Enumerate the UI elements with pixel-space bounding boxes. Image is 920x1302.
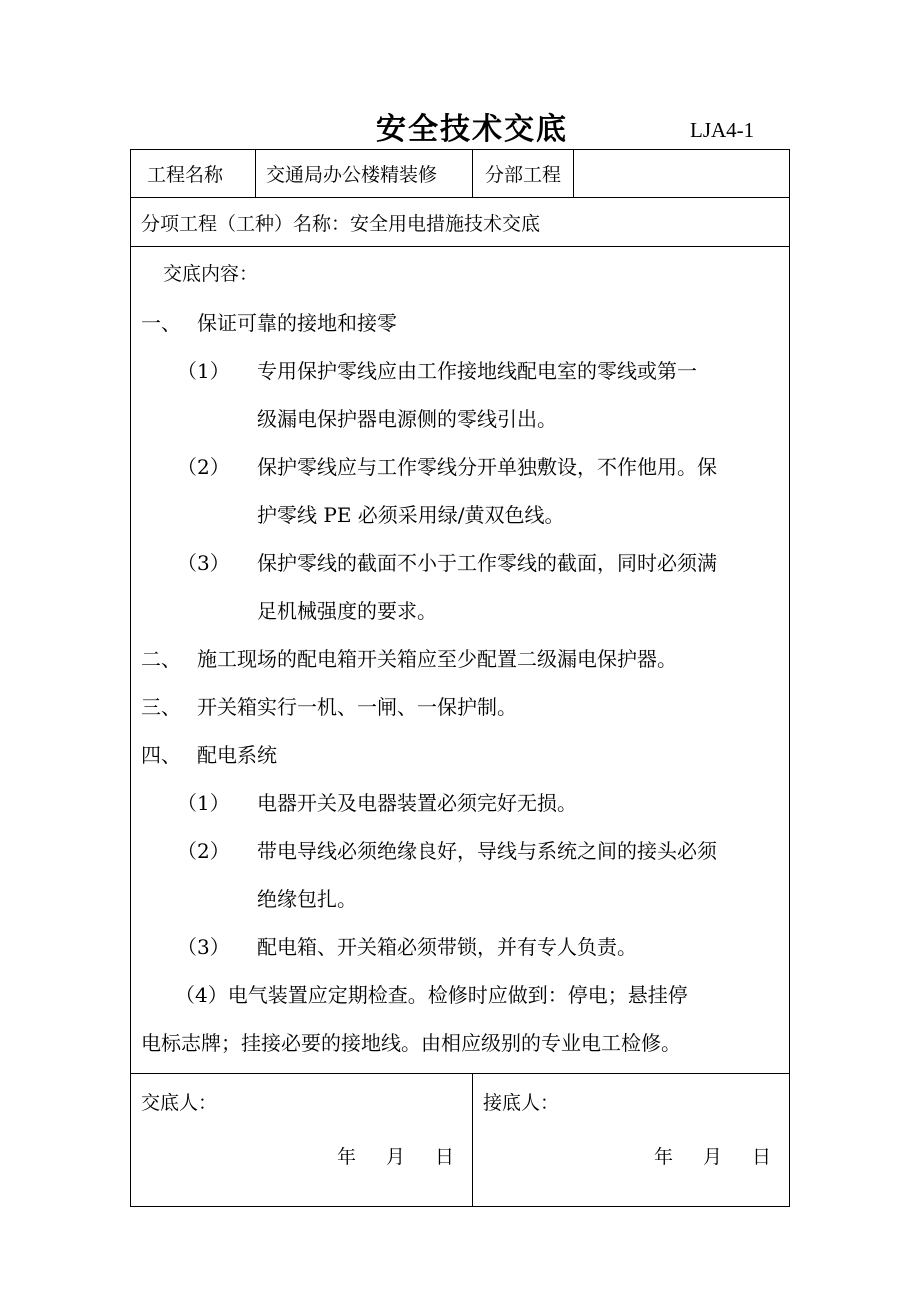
s1-item-2-line-2: 护零线 PE 必须采用绿/黄双色线。 [257,503,565,527]
title-bar [0,104,920,148]
section-2-text: 施工现场的配电箱开关箱应至少配置二级漏电保护器。 [197,647,677,671]
s1-item-2-number: （2） [177,455,230,479]
content-heading: 交底内容： [163,263,259,285]
s1-item-3-line-2: 足机械强度的要求。 [257,599,437,623]
section-3-number: 三、 [141,695,181,719]
sub-project-value-cell [574,150,790,198]
header-row [131,150,790,198]
s1-item-1-line-2: 级漏电保护器电源侧的零线引出。 [257,407,557,431]
disclosure-form [130,149,790,1207]
s4-item-2-number: （2） [177,839,230,863]
section-1-title: 保证可靠的接地和接零 [197,311,397,335]
page-title: 安全技术交底 [376,112,568,147]
receiver-cell [473,1074,790,1207]
giver-label: 交底人： [141,1092,218,1114]
giver-month: 月 [385,1146,405,1168]
project-name-value-cell [256,150,473,198]
content-cell [131,247,790,1074]
sub-project-label-cell [473,150,574,198]
s4-item-1-line-1: 电器开关及电器装置必须完好无损。 [257,791,577,815]
section-4-title: 配电系统 [197,743,277,767]
sub-project-value [574,163,590,185]
s4-item-4-line-2: 电标志牌；挂接必要的接地线。由相应级别的专业电工检修。 [141,1031,681,1055]
receiver-day: 日 [751,1146,771,1168]
receiver-year: 年 [653,1146,673,1168]
giver-cell [131,1074,473,1207]
receiver-date [624,1142,771,1169]
s1-item-1-line-1: 专用保护零线应由工作接地线配电室的零线或第一 [257,359,697,383]
project-name-label: 工程名称 [147,164,224,186]
s1-item-2-line-1: 保护零线应与工作零线分开单独敷设，不作他用。保 [257,455,717,479]
s4-item-2-line-2: 绝缘包扎。 [257,887,357,911]
s1-item-3-line-1: 保护零线的截面不小于工作零线的截面，同时必须满 [257,551,717,575]
s4-item-4-line-1: （4）电气装置应定期检查。检修时应做到：停电；悬挂停 [175,983,688,1007]
receiver-label: 接底人： [483,1092,560,1114]
signature-row [131,1074,790,1207]
sub-project-label: 分部工程 [485,164,562,186]
giver-date [307,1142,454,1169]
giver-year: 年 [336,1146,356,1168]
s1-item-3-number: （3） [177,551,230,575]
s4-item-2-line-1: 带电导线必须绝缘良好，导线与系统之间的接头必须 [257,839,717,863]
s4-item-3-line-1: 配电箱、开关箱必须带锁，并有专人负责。 [257,935,637,959]
project-name-value: 交通局办公楼精装修 [266,164,438,186]
content-row [131,247,790,1074]
s4-item-1-number: （1） [177,791,230,815]
section-2-number: 二、 [141,647,181,671]
s4-item-3-number: （3） [177,935,230,959]
project-name-label-cell [131,150,256,198]
form-code: LJA4-1 [690,118,755,142]
item-name-row [131,198,790,247]
giver-day: 日 [434,1146,454,1168]
s1-item-1-number: （1） [177,359,230,383]
section-4-number: 四、 [141,743,181,767]
item-name: 分项工程（工种）名称：安全用电措施技术交底 [131,198,790,247]
section-1-number: 一、 [141,311,181,335]
section-3-text: 开关箱实行一机、一闸、一保护制。 [197,695,517,719]
receiver-month: 月 [702,1146,722,1168]
